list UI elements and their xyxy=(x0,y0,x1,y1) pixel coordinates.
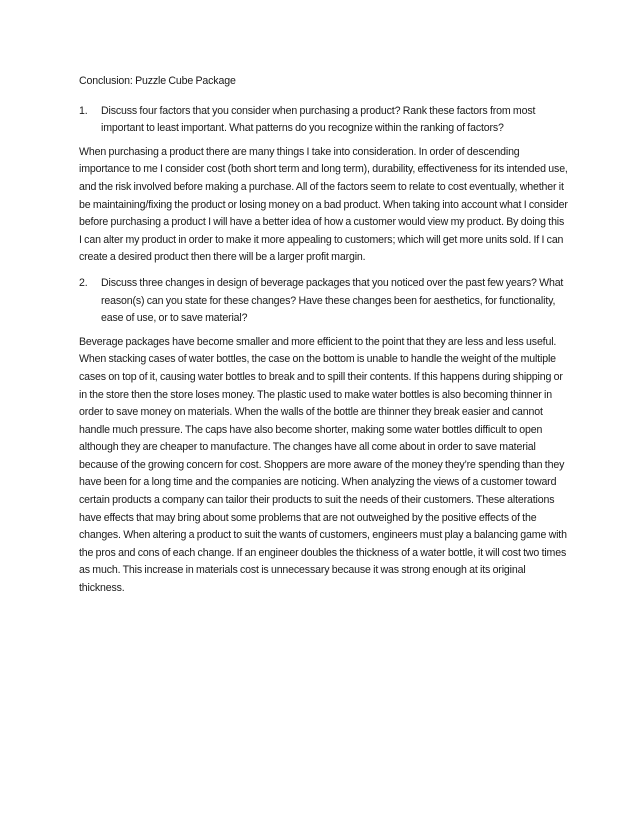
question-2 xyxy=(79,275,569,328)
document-body xyxy=(79,73,569,606)
answer-1: When purchasing a product there are many things I take into consideration. In order of descending importance to me I consider cost (both short term and long term), durability, effectiveness for its intended use, and the risk involved before making a purchase. All of the factors seem to relate to cost eventually, whether it be maintaining/fixing the product or losing money on a bad product. When taking into account what I consider before purchasing a product I will have a better idea of how a customer would view my product. By doing this I can alter my product in order to make it more appealing to customers; which will get more units sold. If I can create a desired product then there will be a larger profit margin. xyxy=(79,145,568,264)
document-title: Conclusion: Puzzle Cube Package xyxy=(79,75,236,87)
question-number: 1. xyxy=(79,104,88,117)
question-text: Discuss four factors that you consider when purchasing a product? Rank these factors from most important to least important. What patterns do you recognize within the ranking of factors? xyxy=(101,104,536,135)
question-number: 2. xyxy=(79,276,88,289)
question-text: Discuss three changes in design of beverage packages that you noticed over the past few years? What reason(s) can you state for these changes? Have these changes been for aesthetics, for functionality, ease of use, or to save material? xyxy=(101,276,564,325)
question-1 xyxy=(79,103,569,138)
answer-2: Beverage packages have become smaller and more efficient to the point that they are less and less useful. When stacking cases of water bottles, the case on the bottom is unable to handle the weight of the multiple cases on top of it, causing water bottles to break and to spill their contents. If this happens during shipping or in the store then the store loses money. The plastic used to make water bottles is also becoming thinner in order to save money on materials. When the walls of the bottle are thinner they break easier and cannot handle much pressure. The caps have also become shorter, making some water bottles difficult to open although they are cheaper to manufacture. The changes have all come about in order to save material because of the growing concern for cost. Shoppers are more aware of the money they’re spending than they have been for a long time and the companies are noticing. When analyzing the views of a customer toward certain products a company can tailor their products to suit the needs of their customers. These alterations have effects that may bring about some problems that are not outweighed by the positive effects of the changes. When altering a product to suit the wants of customers, engineers must play a balancing game with the pros and cons of each change. If an engineer doubles the thickness of a water bottle, it will cost two times as much. This increase in materials cost is unnecessary because it was strong enough at its original thickness. xyxy=(79,335,567,595)
